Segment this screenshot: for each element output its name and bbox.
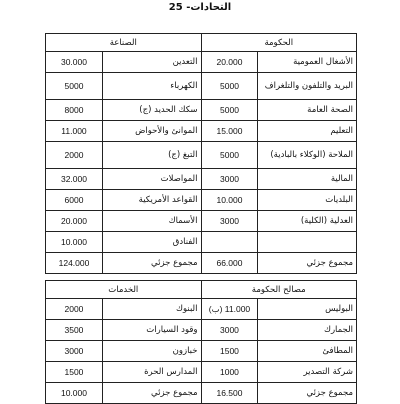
row-value: 3000 — [201, 211, 258, 232]
row-value: 2000 — [46, 299, 103, 320]
row-value: 5000 — [46, 73, 103, 100]
row-value: 30.000 — [46, 52, 103, 73]
row-label: الأسماك — [102, 211, 201, 232]
row-value: 11.000 (ب) — [201, 299, 258, 320]
table-row — [46, 232, 357, 253]
row-value: 20.000 — [201, 52, 258, 73]
row-label: الكهرباء — [102, 73, 201, 100]
row-label: مجموع جزئي — [102, 383, 201, 404]
row-value: 10.000 — [46, 232, 103, 253]
row-value: 3000 — [201, 320, 258, 341]
row-label: القواعد الأمريكية — [102, 190, 201, 211]
table-row — [46, 320, 357, 341]
row-label: التبغ (ج) — [102, 142, 201, 169]
row-label: الجمارك — [258, 320, 357, 341]
row-label: مجموع جزئي — [102, 253, 201, 274]
row-value: 5000 — [201, 100, 258, 121]
row-value: 3500 — [46, 320, 103, 341]
row-label: شركة التصدير — [258, 362, 357, 383]
row-label: البريد والتلفون والتلغراف — [258, 73, 357, 100]
row-label: مجموع جزئي — [258, 253, 357, 274]
table1-body — [46, 52, 357, 274]
row-value: 16.500 — [201, 383, 258, 404]
row-value: 8000 — [46, 100, 103, 121]
row-value: 10.000 — [46, 383, 103, 404]
row-value: 2000 — [46, 142, 103, 169]
table-row — [46, 190, 357, 211]
row-label: الموانئ والأحواض — [102, 121, 201, 142]
row-value: 1500 — [46, 362, 103, 383]
row-label: العدلية (الكلية) — [258, 211, 357, 232]
row-value: 5000 — [201, 73, 258, 100]
table-row — [46, 52, 357, 73]
table-row — [46, 299, 357, 320]
row-label: مجموع جزئي — [258, 383, 357, 404]
row-value: 11.000 — [46, 121, 103, 142]
row-value: 3000 — [201, 169, 258, 190]
row-value: 124.000 — [46, 253, 103, 274]
header-government-services: مصالح الحكومة — [201, 281, 356, 299]
row-label: خبازون — [102, 341, 201, 362]
header-services: الخدمات — [46, 281, 202, 299]
table-row — [46, 100, 357, 121]
table-row — [46, 383, 357, 404]
table-row — [46, 211, 357, 232]
row-label: التعدين — [102, 52, 201, 73]
table-row — [46, 253, 357, 274]
row-value — [201, 232, 258, 253]
page-title: التحادات- 25 — [168, 2, 232, 13]
row-label: البوليس — [258, 299, 357, 320]
row-label: المدارس الحرة — [102, 362, 201, 383]
row-label: المالية — [258, 169, 357, 190]
header-industry: الصناعة — [46, 34, 202, 52]
table-row — [46, 341, 357, 362]
row-value: 5000 — [201, 142, 258, 169]
table-row — [46, 142, 357, 169]
row-value: 1000 — [201, 362, 258, 383]
row-value: 20.000 — [46, 211, 103, 232]
table-row — [46, 73, 357, 100]
row-value: 6000 — [46, 190, 103, 211]
row-label: الأشغال العمومية — [258, 52, 357, 73]
row-label: وقود السيارات — [102, 320, 201, 341]
row-value: 32.000 — [46, 169, 103, 190]
row-value: 15.000 — [201, 121, 258, 142]
row-label: الصحة العامة — [258, 100, 357, 121]
table-services — [45, 280, 357, 404]
row-label: البلديات — [258, 190, 357, 211]
header-government: الحكومة — [201, 34, 356, 52]
row-value: 3000 — [46, 341, 103, 362]
row-label: البنوك — [102, 299, 201, 320]
table-row — [46, 121, 357, 142]
row-label: الفنادق — [102, 232, 201, 253]
row-label: المواصلات — [102, 169, 201, 190]
table-row — [46, 362, 357, 383]
row-value: 10.000 — [201, 190, 258, 211]
row-label: التعليم — [258, 121, 357, 142]
row-value: 66.000 — [201, 253, 258, 274]
table-government-industry — [45, 33, 357, 274]
row-value: 1500 — [201, 341, 258, 362]
row-label: سكك الحديد (ج) — [102, 100, 201, 121]
table-row — [46, 169, 357, 190]
row-label: المطافئ — [258, 341, 357, 362]
row-label — [258, 232, 357, 253]
table2-body — [46, 299, 357, 404]
row-label: الملاحة (الوكلاء بالبادية) — [258, 142, 357, 169]
